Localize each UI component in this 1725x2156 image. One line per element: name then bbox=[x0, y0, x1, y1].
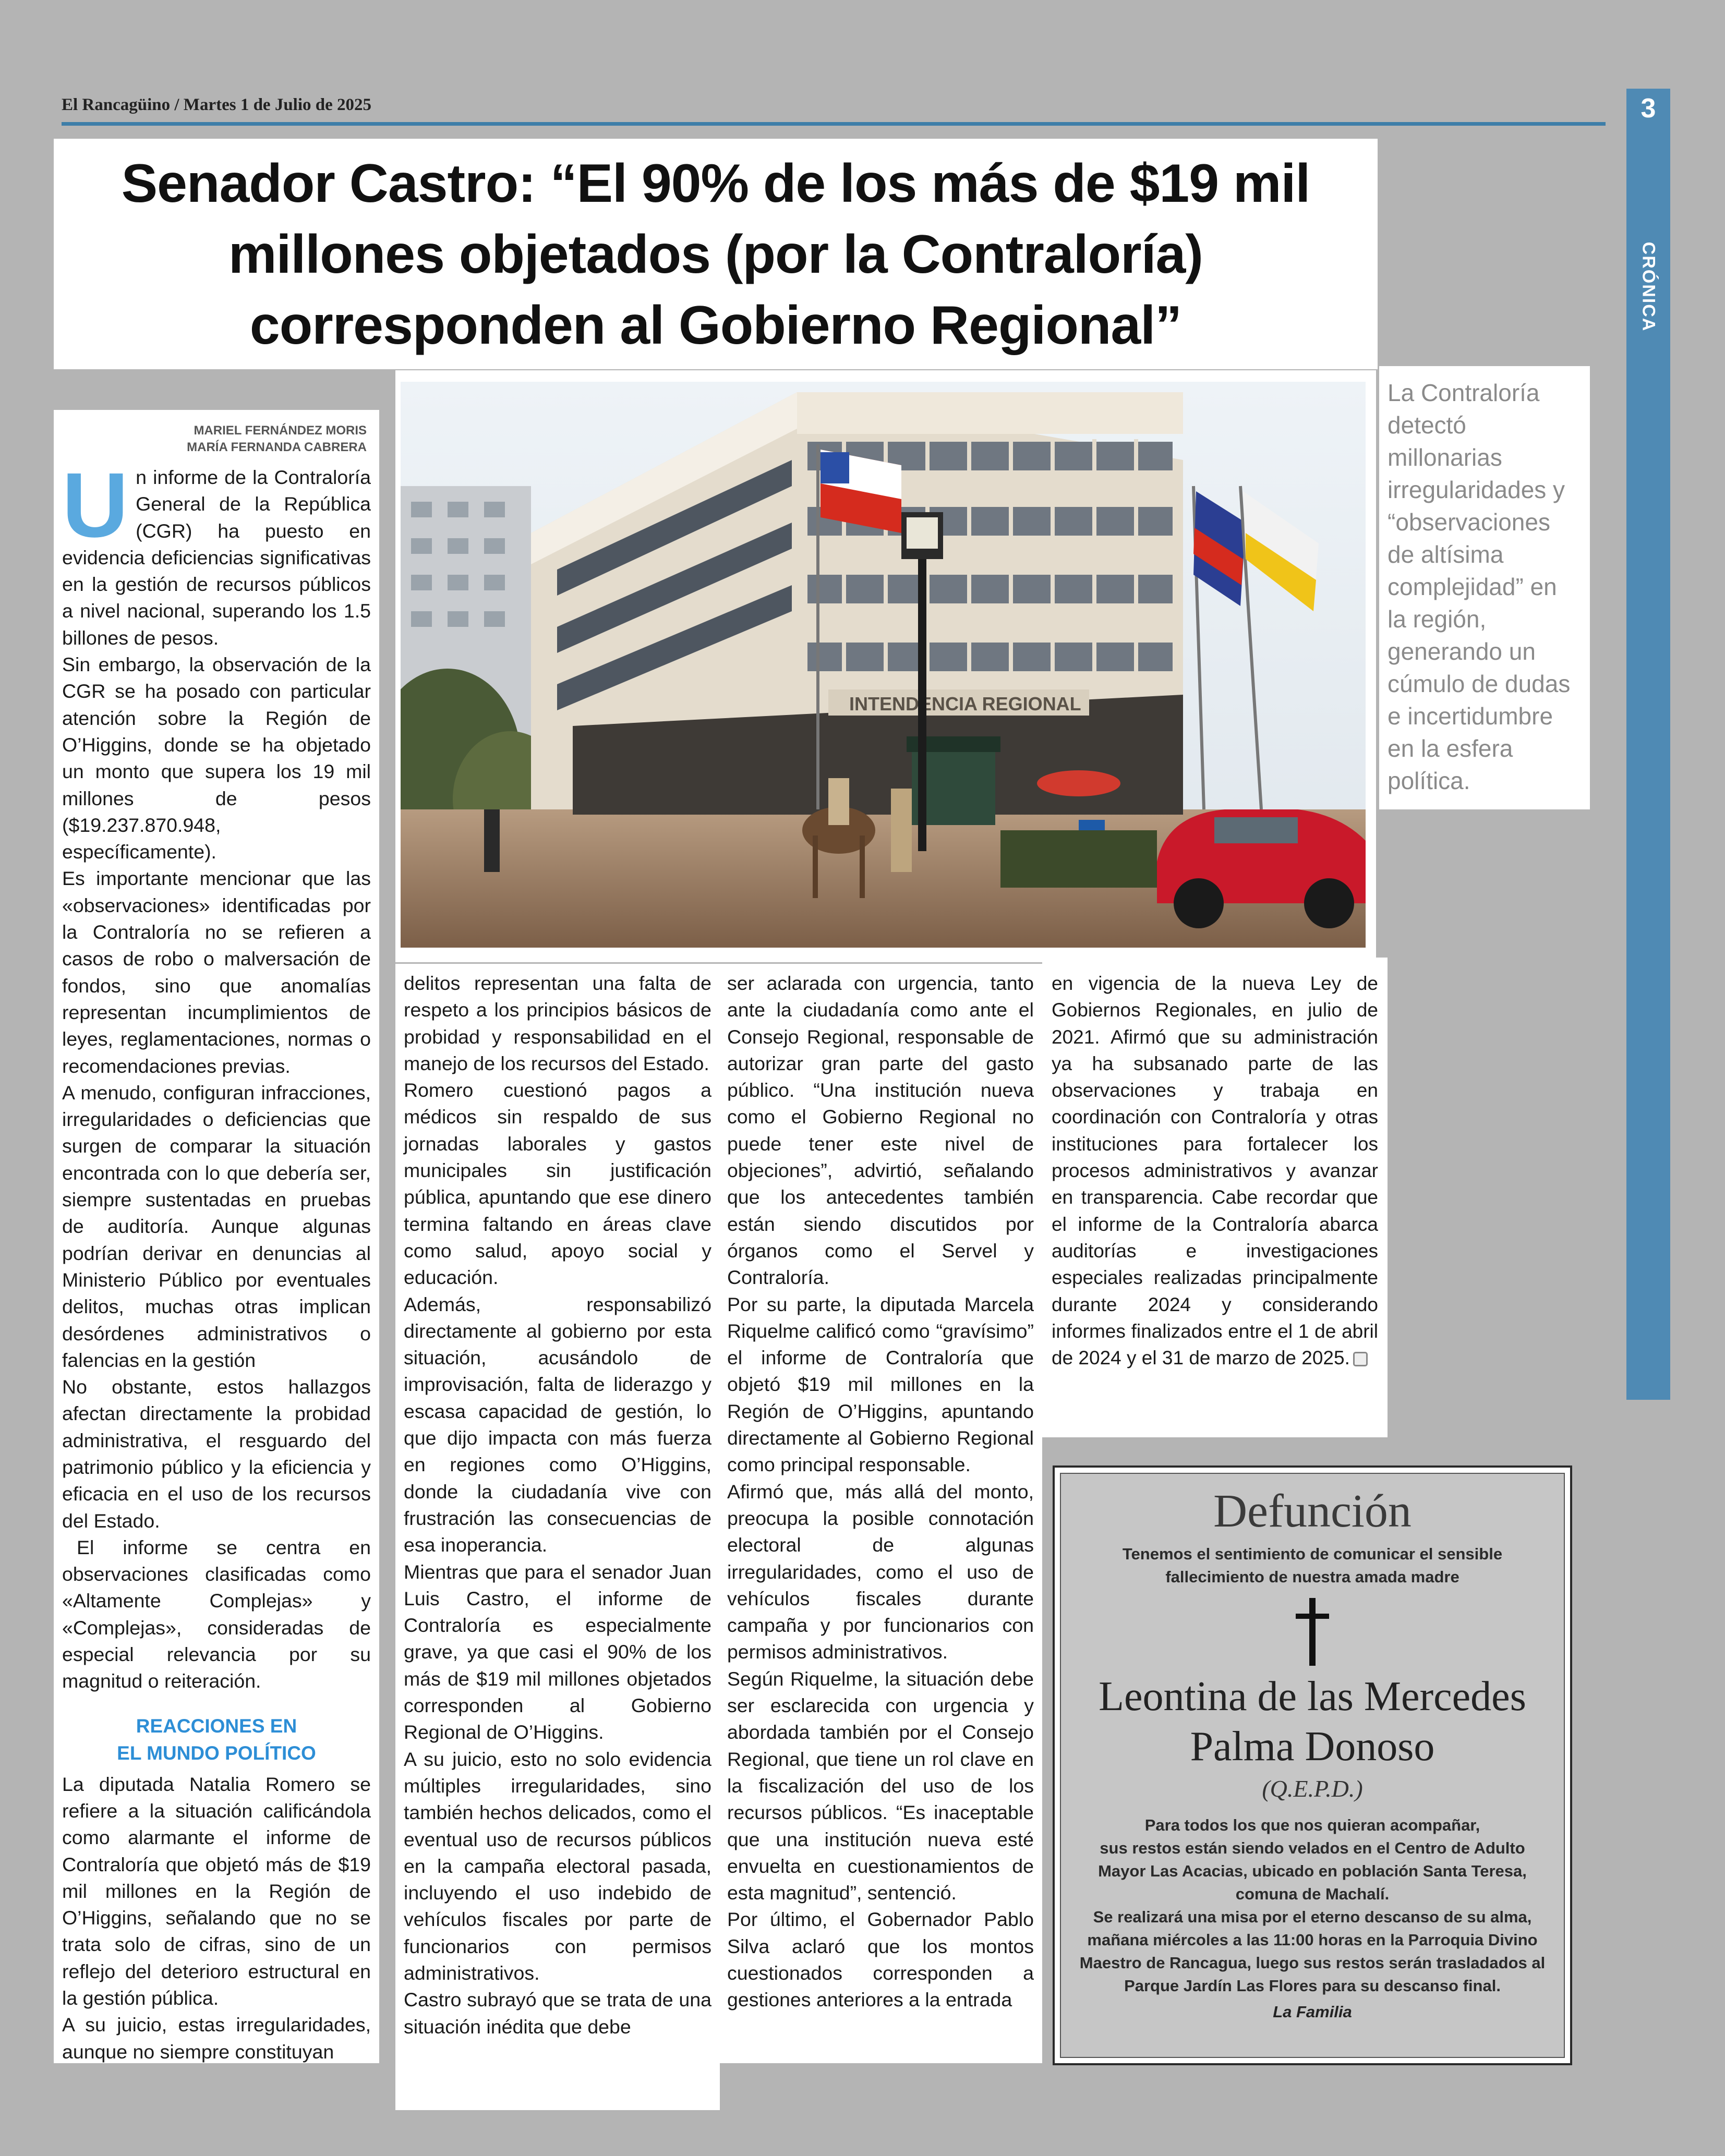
paragraph: No obstante, estos hallazgos afectan directamente la probidad administrativa, el resguardo del patrimonio público y la eficiencia y eficacia en el uso de los recursos del Estado. bbox=[62, 1376, 371, 1532]
photo-caption: La Contraloría detectó millonarias irregularidades y “observaciones de altísima complejidad” en la región, generando un cúmulo de dudas e incertidumbre en la esfera política. bbox=[1388, 379, 1571, 794]
article-column-2 bbox=[395, 964, 720, 2110]
obituary-intro bbox=[1061, 1543, 1564, 1589]
headline: Senador Castro: “El 90% de los más de $19 mil millones objetados (por la Contraloría) corresponden al Gobierno Regional” bbox=[121, 153, 1310, 356]
obituary-detail-line: sus restos están siendo velados en el Centro de Adulto bbox=[1100, 1839, 1525, 1857]
obituary-notice bbox=[1053, 1465, 1572, 2065]
masthead: El Rancagüino / Martes 1 de Julio de 2025 bbox=[62, 95, 372, 114]
paragraph: Afirmó que, más allá del monto, preocupa la posible connotación electoral de algunas irregularidades, como el uso de vehículos fiscales durante campaña y por funcionarios con permisos administrativos. bbox=[727, 1480, 1034, 1663]
end-of-article-icon bbox=[1353, 1352, 1368, 1366]
cross-icon bbox=[1292, 1598, 1333, 1666]
byline-author: MARÍA FERNANDA CABRERA bbox=[187, 440, 367, 454]
paragraph: El informe se centra en observaciones clasificadas como «Altamente Complejas» y «Complejas», consideradas de especial relevancia por su magnitud o reiteración. bbox=[62, 1536, 371, 1692]
article-column-1 bbox=[54, 410, 379, 2063]
obituary-details bbox=[1061, 1814, 1564, 1997]
byline bbox=[62, 422, 371, 456]
paragraph: A su juicio, estas irregularidades, aunque no siempre constituyan bbox=[62, 2014, 371, 2063]
photo-caption-box bbox=[1379, 366, 1590, 809]
drop-cap: U bbox=[62, 454, 129, 556]
paragraph: A su juicio, esto no solo evidencia múltiples irregularidades, sino también hechos delicados, como el eventual uso de recursos públicos en la campaña electoral pasada, incluyendo el uso indebido de vehículos fiscales por parte de funcionarios con permisos administrativos. bbox=[404, 1748, 711, 1984]
obituary-detail-line: Se realizará una misa por el eterno descanso de su alma, bbox=[1093, 1908, 1532, 1926]
obituary-detail-line: Maestro de Rancagua, luego sus restos serán trasladados al bbox=[1079, 1954, 1546, 1972]
obituary-detail-line: mañana miércoles a las 11:00 horas en la Parroquia Divino bbox=[1087, 1931, 1538, 1949]
article-column-3 bbox=[720, 964, 1042, 2063]
paragraph: en vigencia de la nueva Ley de Gobiernos Regionales, en julio de 2021. Afirmó que su administración ya ha subsanado parte de las observaciones y trabaja en coordinación con Contraloría y otras instituciones para fortalecer los procesos administrativos y avanzar en transparencia. Cabe recordar que el informe de la Contraloría abarca auditorías e investigaciones especiales realizadas principalmente durante 2024 y considerando informes finalizados entre el 1 de abril de 2024 y el 31 de marzo de 2025. bbox=[1052, 973, 1378, 1369]
paragraph: Castro subrayó que se trata de una situación inédita que debe bbox=[404, 1989, 711, 2038]
obituary-intro-line: fallecimiento de nuestra amada madre bbox=[1165, 1568, 1459, 1586]
obituary-detail-line: Para todos los que nos quieran acompañar, bbox=[1144, 1816, 1480, 1834]
obituary-inner bbox=[1060, 1473, 1565, 2058]
paragraph: Un informe de la Contraloría General de la República (CGR) ha puesto en evidencia deficiencias significativas en la gestión de recursos públicos a nivel nacional, superando los 1.5 billones de pesos. bbox=[62, 454, 371, 649]
paragraph: Por su parte, la diputada Marcela Riquelme calificó como “gravísimo” el informe de Contraloría que objetó $19 mil millones en la Región de O’Higgins, apuntando directamente al Gobierno Regional como principal responsable. bbox=[727, 1293, 1034, 1476]
subheading bbox=[62, 1713, 371, 1767]
paragraph: Es importante mencionar que las «observaciones» identificadas por la Contraloría no se refieren a casos de robo o malversación de fondos, sino que anomalías representan incumplimientos de leyes, reglamentaciones, normas o recomendaciones previas. bbox=[62, 867, 371, 1077]
obituary-intro-line: Tenemos el sentimiento de comunicar el sensible bbox=[1122, 1545, 1503, 1563]
section-label: CRÓNICA bbox=[1638, 241, 1659, 332]
photo-frame bbox=[395, 370, 1376, 962]
headline-box bbox=[54, 139, 1378, 369]
building-sign: INTENDENCIA REGIONAL bbox=[849, 693, 1081, 714]
paragraph: Según Riquelme, la situación debe ser esclarecida con urgencia y abordada también por el Consejo Regional, que tiene un rol clave en la fiscalización del uso de los recursos públicos. “Es inaceptable que una institución nueva esté envuelta en cuestionamientos de esta magnitud”, sentenció. bbox=[727, 1667, 1034, 1904]
obituary-detail-line: comuna de Machalí. bbox=[1235, 1885, 1390, 1903]
obituary-detail-line: Parque Jardín Las Flores para su descanso final. bbox=[1124, 1977, 1501, 1995]
building-photo bbox=[401, 382, 1366, 948]
paragraph: Romero cuestionó pagos a médicos sin respaldo de sus jornadas laborales y gastos municipales sin justificación pública, apuntando que ese dinero termina faltando en áreas clave como salud, apoyo social y educación. bbox=[404, 1079, 711, 1289]
obituary-qepd: (Q.E.P.D.) bbox=[1262, 1775, 1363, 1802]
deceased-name bbox=[1061, 1671, 1564, 1772]
paragraph: delitos representan una falta de respeto a los principios básicos de probidad y responsabilidad en el manejo de los recursos del Estado. bbox=[404, 972, 711, 1074]
paragraph: Sin embargo, la observación de la CGR se ha posado con particular atención sobre la Región de O’Higgins, donde se ha objetado un monto que supera los 19 mil millones de pesos ($19.237.870.948, específicamente). bbox=[62, 653, 371, 863]
paragraph: ser aclarada con urgencia, tanto ante la ciudadanía como ante el Consejo Regional, responsable de autorizar gran parte del gasto público. “Una institución nueva como el Gobierno Regional no puede tener este nivel de objeciones”, advirtió, señalando que los antecedentes también están siendo discutidos por órganos como el Servel y Contraloría. bbox=[727, 972, 1034, 1289]
paragraph: La diputada Natalia Romero se refiere a la situación calificándola como alarmante el informe de Contraloría que objetó más de $19 mil millones en la Región de O’Higgins, señalando que no se trata solo de cifras, sino de un reflejo del deterioro estructural en la gestión pública. bbox=[62, 1773, 371, 2009]
section-sidebar bbox=[1626, 89, 1670, 1400]
byline-author: MARIEL FERNÁNDEZ MORIS bbox=[194, 423, 367, 438]
obituary-title: Defunción bbox=[1213, 1485, 1412, 1537]
paragraph: Por último, el Gobernador Pablo Silva aclaró que los montos cuestionados corresponden a gestiones anteriores a la entrada bbox=[727, 1908, 1034, 2011]
section-label-wrap bbox=[1626, 241, 1670, 332]
obituary-signature: La Familia bbox=[1273, 2003, 1352, 2021]
subheading-line: EL MUNDO POLÍTICO bbox=[117, 1742, 316, 1764]
obituary-detail-line: Mayor Las Acacias, ubicado en población Santa Teresa, bbox=[1098, 1862, 1527, 1880]
subheading-line: REACCIONES EN bbox=[136, 1715, 297, 1737]
paragraph: Mientras que para el senador Juan Luis Castro, el informe de Contraloría es especialmente grave, ya que casi el 90% de los más de $19 mil millones objetados corresponden al Gobierno Regional de O’Higgins. bbox=[404, 1560, 711, 1743]
header-rule bbox=[62, 122, 1606, 126]
paragraph: Además, responsabilizó directamente al gobierno por esta situación, acusándolo de improvisación, falta de liderazgo y escasa capacidad de gestión, lo que dijo impacta con más fuerza en regiones como O’Higgins, donde la ciudadanía vive con frustración las consecuencias de esa inoperancia. bbox=[404, 1293, 711, 1556]
paragraph: A menudo, configuran infracciones, irregularidades o deficiencias que surgen de comparar la situación encontrada con lo que debería ser, siempre sustentadas en pruebas de auditoría. Aunque algunas podrían derivar en denuncias al Ministerio Público por eventuales delitos, muchas otras implican desórdenes administrativos o falencias en la gestión bbox=[62, 1081, 371, 1371]
page-number: 3 bbox=[1640, 93, 1656, 124]
article-column-4 bbox=[1042, 958, 1388, 1437]
deceased-name-line: Palma Donoso bbox=[1190, 1724, 1435, 1770]
deceased-name-line: Leontina de las Mercedes bbox=[1099, 1674, 1526, 1719]
